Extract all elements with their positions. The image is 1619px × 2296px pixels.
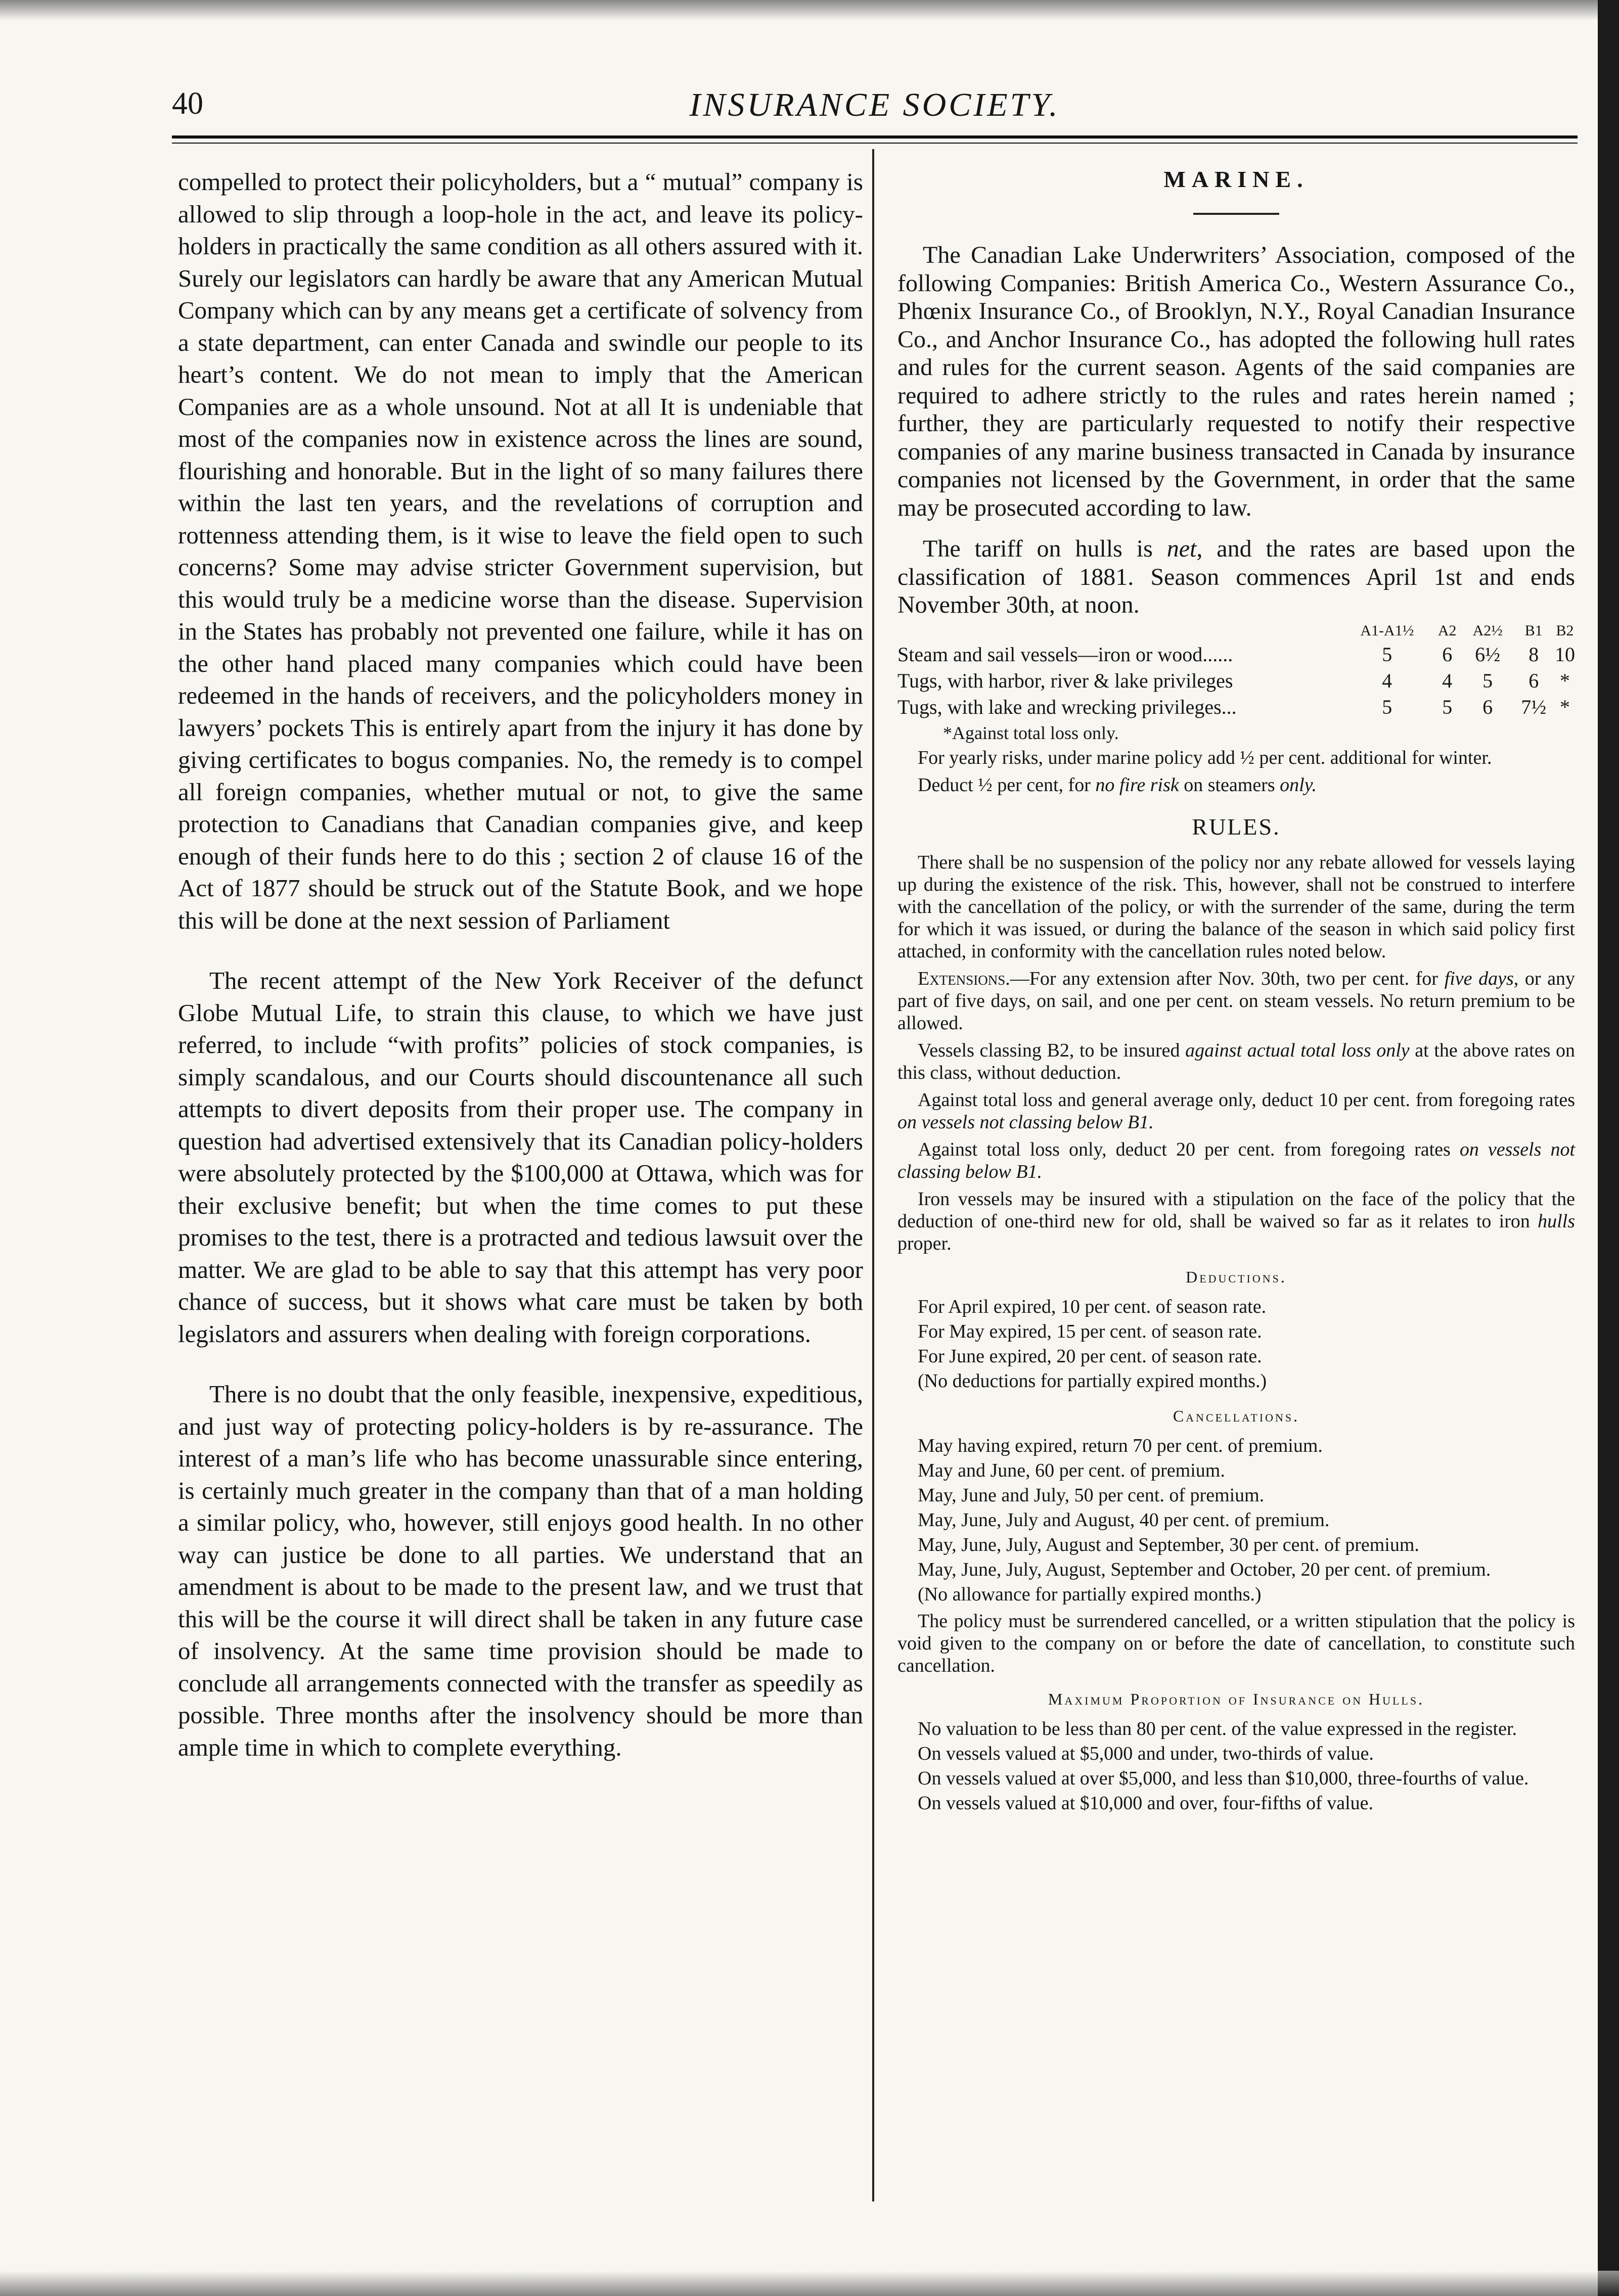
rate-column-header: B1 [1524,622,1543,639]
list-item: May and June, 60 per cent. of premium. [918,1459,1225,1481]
rate-cell: 6 [1528,669,1539,692]
rate-row-label: Steam and sail vessels—iron or wood...... [897,642,1233,666]
rate-cell: 6½ [1475,642,1501,666]
rule-suspension: There shall be no suspension of the policy nor any rebate allowed for vessels laying up during the existence of the risk. This, however, shall not be construed to interfere with the cancellation of the policy, or with the surrender of the same, during the term for which it was issued, or during the balance of the season in which said policy first attached, in conformity with the cancellation rules noted below. [897,851,1575,962]
page-edge-right [1598,0,1619,2296]
rate-cell: 5 [1482,669,1493,692]
list-item: May having expired, return 70 per cent. of premium. [918,1435,1323,1456]
marine-section-title: MARINE. [1163,166,1309,192]
list-item: On vessels valued at over $5,000, and less than $10,000, three-fourths of value. [918,1767,1529,1789]
rules-block [897,851,1575,1255]
rule-emphasis: hulls [1538,1210,1575,1232]
cancellations-list [897,1434,1575,1607]
rate-cell: * [1560,669,1570,692]
list-item: For May expired, 15 per cent. of season rate. [918,1320,1262,1342]
list-item: May, June, July, August and September, 30 per cent. of premium. [918,1534,1419,1555]
list-item: For June expired, 20 per cent. of season rate. [918,1345,1262,1367]
rules-title: RULES. [1192,813,1281,840]
list-item: On vessels valued at $10,000 and over, four-fifths of value. [918,1792,1374,1814]
tariff-text: The tariff on hulls is [923,535,1167,562]
rate-table-header [897,622,1575,641]
rate-cell: 10 [1555,642,1575,666]
rate-cell: 5 [1442,695,1453,718]
rate-column-header: A1-A1½ [1360,622,1414,639]
list-item: (No allowance for partially expired months.) [918,1583,1262,1605]
list-item: For April expired, 10 per cent. of season rate. [918,1296,1267,1317]
list-item: May, June, July, August, September and October, 20 per cent. of premium. [918,1558,1491,1580]
marine-intro [897,241,1575,619]
rate-row-label: Tugs, with lake and wrecking privileges... [897,695,1237,718]
rate-cell: 5 [1382,642,1392,666]
page-edge-bottom [0,2271,1619,2296]
maximum-list [897,1717,1575,1816]
deduct-emphasis: no fire risk [1095,774,1179,796]
table-row [897,694,1575,720]
maximum-title: Maximum Proportion of Insurance on Hulls. [1048,1689,1425,1708]
rule-text: Against total loss only, deduct 20 per cent. from foregoing rates [918,1138,1460,1160]
deductions-title: Deductions. [1186,1267,1287,1286]
rate-column-header: A2½ [1472,622,1503,639]
rule-total-loss [897,1138,1575,1183]
page-number: 40 [172,86,203,121]
running-head [172,86,1578,131]
rate-table-spacer [897,622,1342,641]
rate-column-header: B2 [1556,622,1574,639]
rule-text: Vessels classing B2, to be insured [918,1039,1186,1061]
cancellations-title: Cancellations. [1173,1406,1300,1425]
rule-emphasis: on vessels not classing below B1. [897,1111,1154,1133]
rate-row-label: Tugs, with harbor, river & lake privileges [897,669,1233,692]
tariff-paragraph [897,535,1575,619]
header-rule-thin [172,143,1578,144]
rule-extensions [897,968,1575,1034]
rule-emphasis: on vessels not classing below B1. [897,1138,1576,1182]
rule-general-average [897,1089,1575,1133]
rule-text: Iron vessels may be insured with a stipulation on the face of the policy that the deduction of one-third new for old, shall be waived so far as it relates to iron [897,1188,1575,1232]
surrender-note: The policy must be surrendered cancelled, or a written stipulation that the policy is void given to the company on or before the date of cancellation, to constitute such cancellation. [897,1610,1575,1676]
rate-cell: 6 [1442,642,1453,666]
yearly-note: For yearly risks, under marine policy add ½ per cent. additional for winter. [918,747,1492,768]
rule-text: —For any extension after Nov. 30th, two per cent. for [1010,968,1445,989]
deduct-text: Deduct ½ per cent, for [918,774,1096,796]
tariff-text: , and the rates are based upon the classification of 1881. Season commences April 1st and ends November 30th, at noon. [897,535,1575,618]
left-column [178,166,863,1763]
header-rule-thick [172,135,1578,139]
intro-paragraph: The Canadian Lake Underwriters’ Association, composed of the following Companies: British America Co., Western Assurance Co., Phœnix Insurance Co., of Brooklyn, N.Y., Royal Canadian Insurance Co., and Anchor Insurance Co., has adopted the following hull rates and rules for the current season. Agents of the said companies are required to adhere strictly to the rules and rates herein named ; further, they are particularly requested to notify their respective companies of any marine business transacted in Canada by insurance companies not licensed by the Government, in order that the same may be prosecuted according to law. [897,242,1575,521]
list-item: No valuation to be less than 80 per cent. of the value expressed in the register. [918,1718,1517,1739]
table-row [897,641,1575,668]
deduct-note [897,774,1575,796]
rate-cell: 5 [1382,695,1392,718]
list-item: (No deductions for partially expired months.) [918,1370,1267,1392]
rate-cell: 6 [1482,695,1493,718]
rate-cell: * [1560,695,1570,718]
table-row [897,668,1575,694]
extensions-label: Extensions. [918,968,1010,989]
tariff-net: net [1166,535,1197,562]
page-edge-top [0,0,1619,20]
rule-text: , or any part of five days, on sail, and one per cent. on steam vessels. No return premium to be allowed. [897,968,1575,1034]
list-item: On vessels valued at $5,000 and under, two-thirds of value. [918,1742,1374,1764]
journal-title: INSURANCE SOCIETY. [689,86,1060,123]
rule-text: proper. [897,1232,952,1254]
rule-iron-vessels [897,1188,1575,1255]
left-paragraph: There is no doubt that the only feasible, inexpensive, expeditious, and just way of protecting policy-holders is by re-assurance. The interest of a man’s life who has become unassurable since entering, is certainly much greater in the company than that of a man holding a similar policy, who, however, still enjoys good health. In no other way can justice be done to all parties. We understand that an amendment is about to be made to the present law, and we trust that this will be the course it will direct shall be taken in any future case of insolvency. At the same time provision should be made to conclude all arrangements connected with the transfer as speedily as possible. Three months after the insolvency should be more than ample time in which to complete everything. [178,1380,863,1761]
rule-emphasis: five days [1444,968,1514,989]
deduct-emphasis: only. [1280,774,1317,796]
rate-cell: 4 [1442,669,1453,692]
title-rule [1193,213,1279,215]
list-item: May, June, July and August, 40 per cent. of premium. [918,1509,1330,1531]
rule-text: Against total loss and general average only, deduct 10 per cent. from foregoing rates [918,1089,1575,1111]
deduct-text: on steamers [1179,774,1280,796]
rate-cell: 7½ [1521,695,1547,718]
rule-emphasis: against actual total loss only [1185,1039,1410,1061]
rule-text: at the above rates on this class, without deduction. [897,1039,1575,1083]
rate-column-header: A2 [1437,622,1457,639]
right-column [897,166,1575,1816]
rule-b2 [897,1039,1575,1084]
list-item: May, June and July, 50 per cent. of premium. [918,1484,1265,1506]
left-paragraph: The recent attempt of the New York Receiver of the defunct Globe Mutual Life, to strain this clause, to which we have just referred, to include “with profits” policies of stock companies, is simply scandalous, and our Courts should discountenance all such attempts to divert deposits from their proper use. The company in question had advertised extensively that its Canadian policy-holders were absolutely protected by the $100,000 at Ottawa, which was for their exclusive benefit; but when the time comes to put these promises to the test, there is a protracted and tedious lawsuit over the matter. We are glad to be able to say that this attempt has very poor chance of success, but it shows what care must be taken by both legislators and assurers when dealing with foreign corporations. [178,967,863,1348]
left-paragraph: compelled to protect their policyholders, but a “ mutual” company is allowed to slip through a loop-hole in the act, and leave its policy-holders in practically the same condition as all others assured with it. Surely our legislators can hardly be aware that any American Mutual Company which can by any means get a certificate of solvency from a state department, can enter Canada and swindle our people to its heart’s content. We do not mean to imply that the American Companies are as a whole unsound. Not at all It is undeniable that most of the companies now in existence across the lines are sound, flourishing and honorable. But in the light of so many failures there within the last ten years, and the revelations of corruption and rottenness attending them, is it wise to leave the field open to such concerns? Some may advise stricter Government supervision, but this would truly be a medicine worse than the disease. Supervision in the States has probably not prevented one failure, while it has on the other hand placed many companies which could have been redeemed in the hands of receivers, and the policyholders money in lawyers’ pockets This is entirely apart from the injury it has done by giving certificates to bogus companies. No, the remedy is to compel all foreign companies, whether mutual or not, to give the same protection to Canadians that Canadian companies give, and keep enough of their funds here to do this ; section 2 of clause 16 of the Act of 1877 should be struck out of the Statute Book, and we hope this will be done at the next session of Parliament [178,168,863,934]
column-divider [872,149,874,2201]
deductions-list [897,1295,1575,1394]
rate-table [897,622,1575,720]
rate-footnote: *Against total loss only. [943,722,1119,743]
rate-cell: 8 [1528,642,1539,666]
rate-cell: 4 [1382,669,1392,692]
